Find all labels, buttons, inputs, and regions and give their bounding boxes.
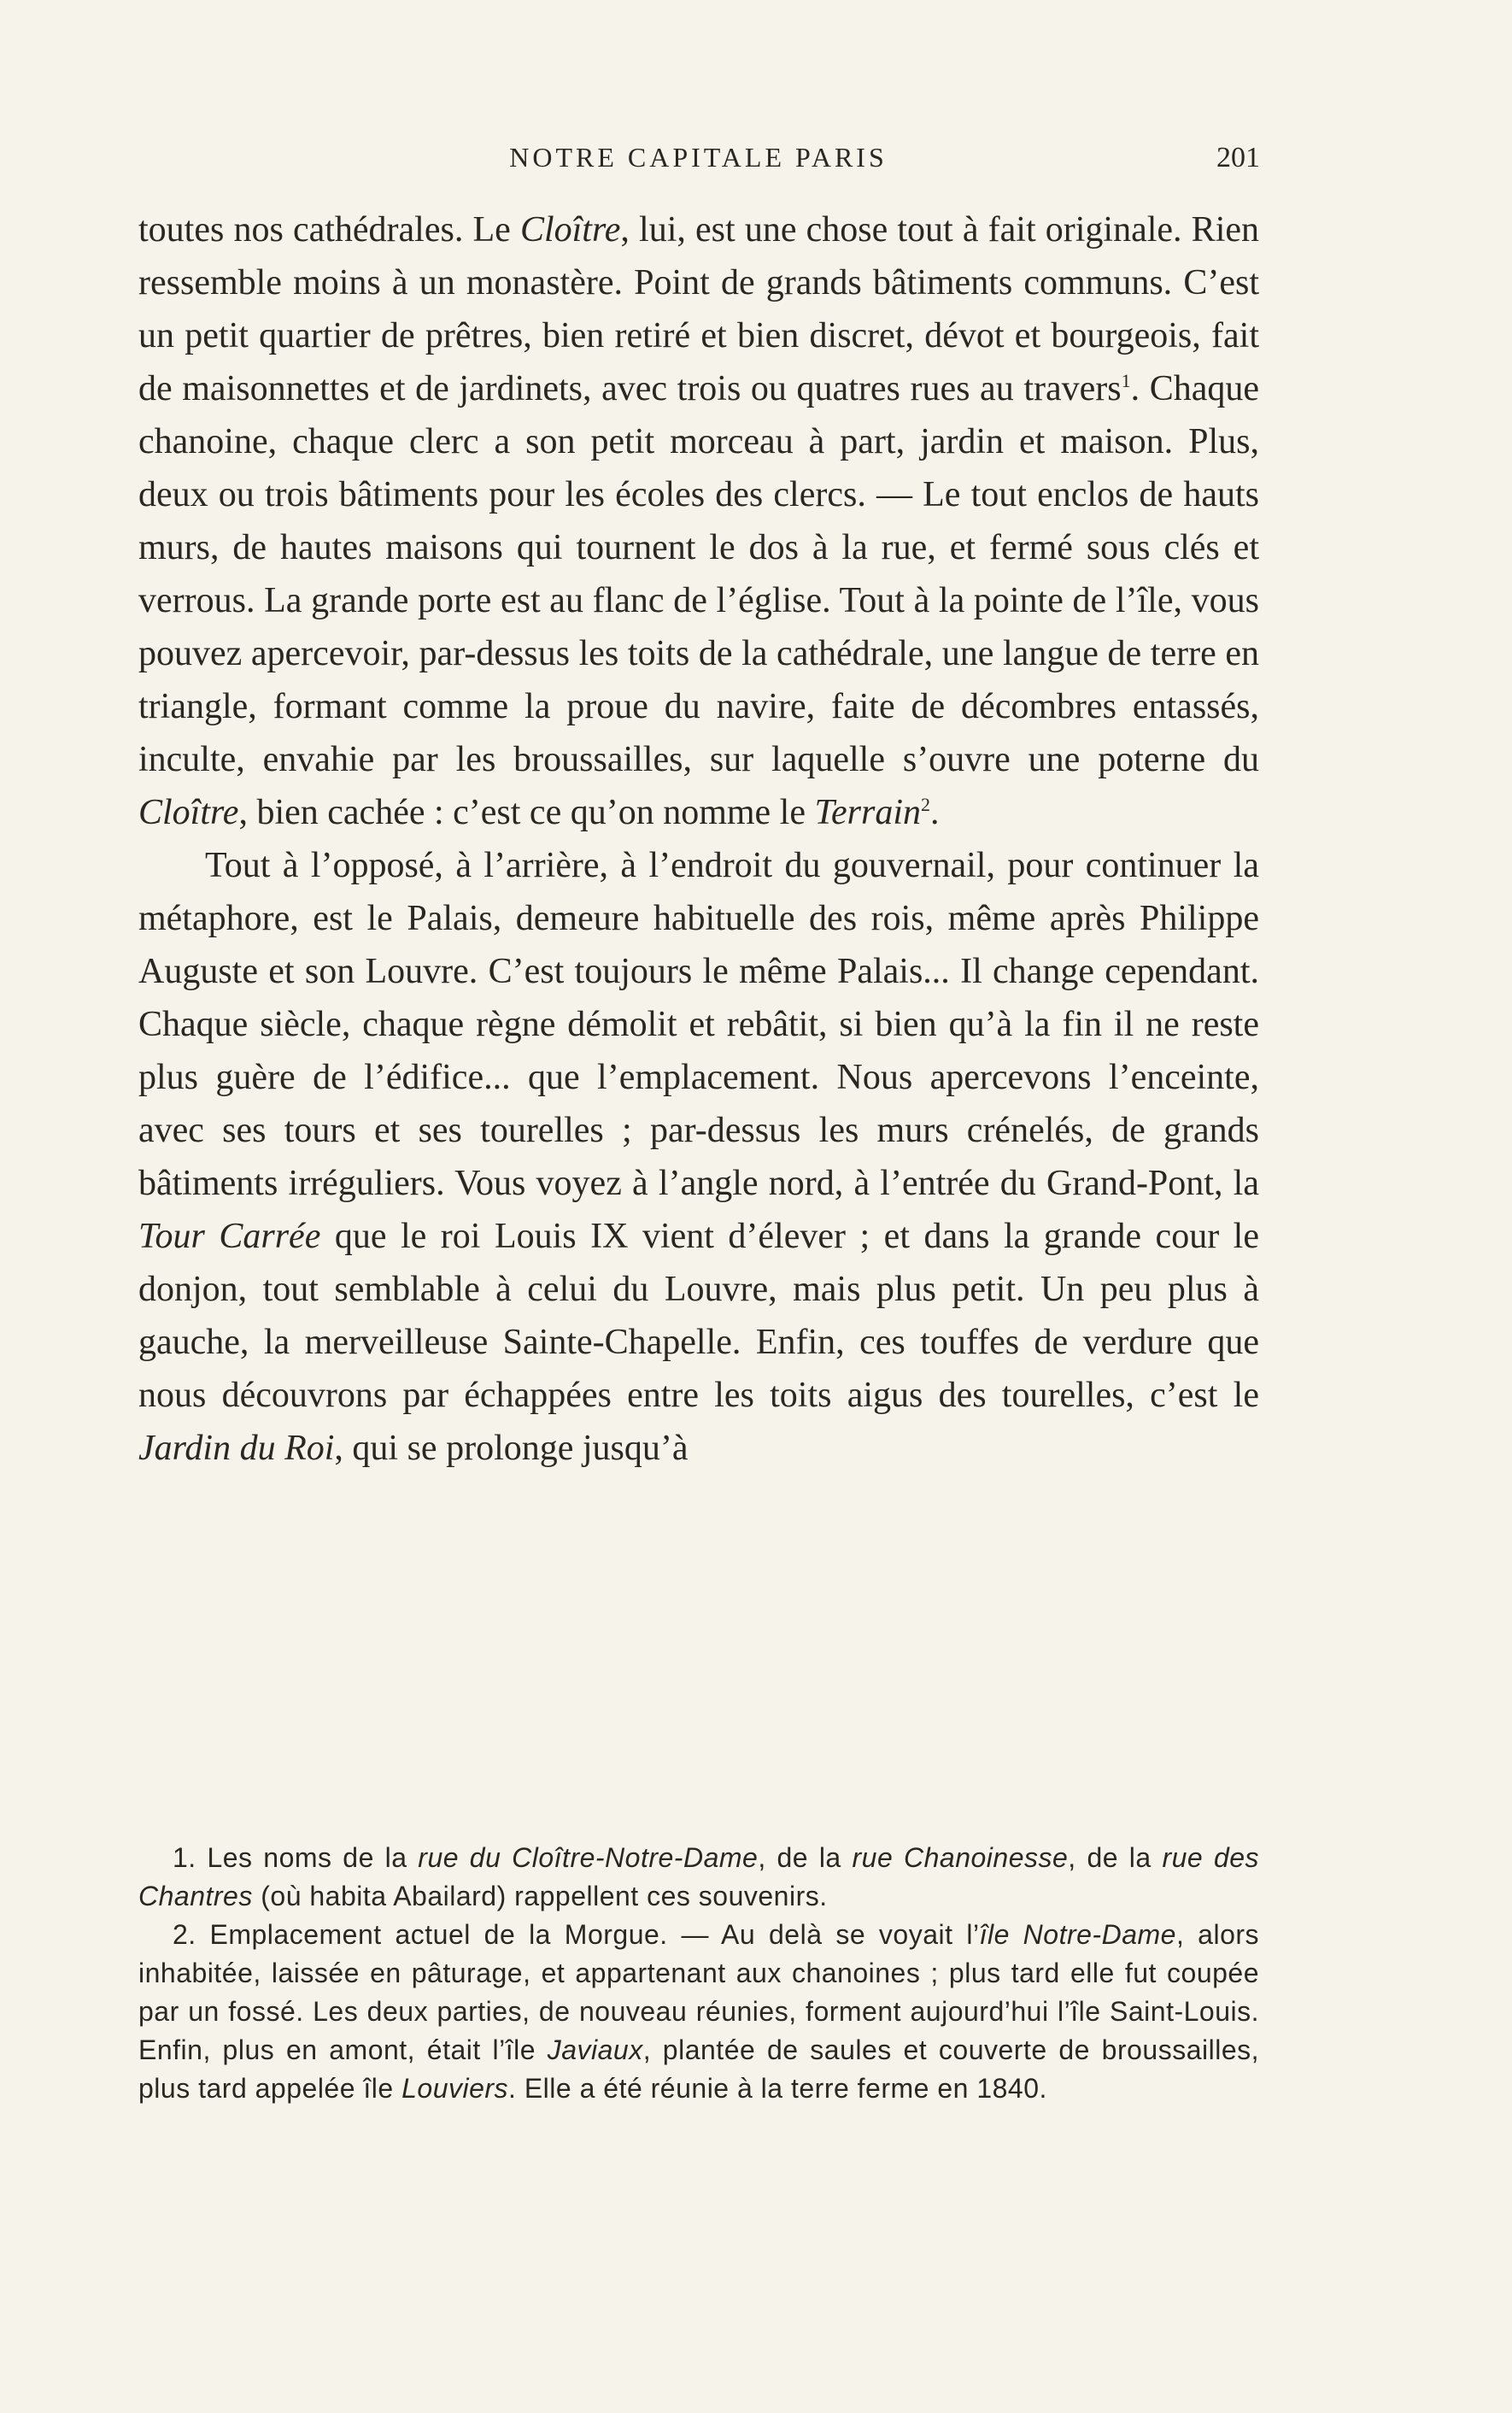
footnote-ref-2[interactable]: 2 — [921, 794, 930, 815]
footnotes — [138, 1839, 1259, 2108]
text-span: , de la — [758, 1842, 853, 1873]
body-text — [138, 203, 1259, 1475]
text-span: , lui, est une chose tout à fait originale. Rien ressemble moins à un monastère. Point de grands bâtiments communs. C’est un petit quartier de prêtres, bien retiré et bien discret, dévot et bourgeois, fait de maisonnettes et de jardinets, avec trois ou quatres rues au travers — [138, 210, 1260, 408]
text-span: , bien cachée : c’est ce qu’on nomme le — [238, 793, 815, 832]
italic-term: Jardin du Roi — [138, 1429, 335, 1468]
text-span: Tout à l’opposé, à l’arrière, à l’endroit du gouvernail, pour continuer la métaphore, est le Palais, demeure habituelle des rois, même après Philippe Auguste et son Louvre. C’est toujours le même Palais... Il change cependant. Chaque siècle, chaque règne démolit et rebâtit, si bien qu’à la fin il ne reste plus guère de l’édifice... que l’emplacement. Nous apercevons l’enceinte, avec ses tours et ses tourelles ; par-dessus les murs crénelés, de grands bâtiments irréguliers. Vous voyez à l’angle nord, à l’entrée du Grand-Pont, la — [138, 846, 1259, 1203]
text-span: , de la — [1068, 1842, 1163, 1873]
italic-term: rue des Chantres — [138, 1842, 1260, 1911]
text-span: 2. Emplacement actuel de la Morgue. — Au delà se voyait l’ — [173, 1919, 980, 1950]
footnote-1 — [138, 1839, 1259, 1916]
italic-term: Cloître — [519, 210, 621, 250]
text-span: que le roi Louis IX vient d’élever ; et dans la grande cour le donjon, tout semblable à celui du Louvre, mais plus petit. Un peu plus à gauche, la merveilleuse Sainte-Chapelle. Enfin, ces touffes de verdure que nous découvrons par échappées entre les toits aigus des tourelles, c’est le — [138, 1217, 1259, 1415]
italic-term: rue Chanoinesse — [852, 1842, 1069, 1873]
text-span: . — [930, 793, 940, 832]
paragraph-2 — [138, 839, 1259, 1475]
italic-term: Terrain — [814, 793, 921, 832]
text-span: , qui se prolonge jusqu’à — [334, 1429, 689, 1468]
text-span: (où habita Abailard) rappellent ces souvenirs. — [252, 1881, 828, 1911]
italic-term: île Notre-Dame — [979, 1919, 1176, 1950]
text-span: 1. Les noms de la — [173, 1842, 419, 1873]
italic-term: Cloître — [138, 793, 239, 832]
italic-term: Tour Carrée — [138, 1217, 321, 1256]
footnote-ref-1[interactable]: 1 — [1121, 370, 1131, 391]
running-head — [137, 137, 1260, 185]
italic-term: Javiaux — [547, 2034, 643, 2065]
italic-term: rue du Cloître-Notre-Dame — [418, 1842, 759, 1873]
paragraph-1 — [138, 203, 1259, 839]
italic-term: Louviers — [401, 2073, 509, 2104]
running-title: NOTRE CAPITALE PARIS — [509, 142, 888, 173]
footnote-2 — [138, 1916, 1259, 2108]
text-span: , plantée de saules et couverte de broussailles, plus tard appelée île — [138, 2034, 1260, 2104]
text-span: . Elle a été réunie à la terre ferme en 1840. — [508, 2073, 1047, 2104]
text-span: , alors inhabitée, laissée en pâturage, et appartenant aux chanoines ; plus tard elle fut coupée par un fossé. Les deux parties, de nouveau réunies, forment aujourd’hui l’île Saint-Louis. Enfin, plus en amont, était l’île — [138, 1919, 1260, 2065]
page-number: 201 — [1216, 142, 1260, 173]
text-span: . Chaque chanoine, chaque clerc a son petit morceau à part, jardin et maison. Plus, deux ou trois bâtiments pour les écoles des clercs. — Le tout enclos de hauts murs, de hautes maisons qui tournent le dos à la rue, et fermé sous clés et verrous. La grande porte est au flanc de l’église. Tout à la pointe de l’île, vous pouvez apercevoir, par-dessus les toits de la cathédrale, une langue de terre en triangle, formant comme la proue du navire, faite de décombres entassés, inculte, envahie par les broussailles, sur laquelle s’ouvre une poterne du — [138, 369, 1260, 779]
text-span: toutes nos cathédrales. Le — [138, 210, 520, 250]
